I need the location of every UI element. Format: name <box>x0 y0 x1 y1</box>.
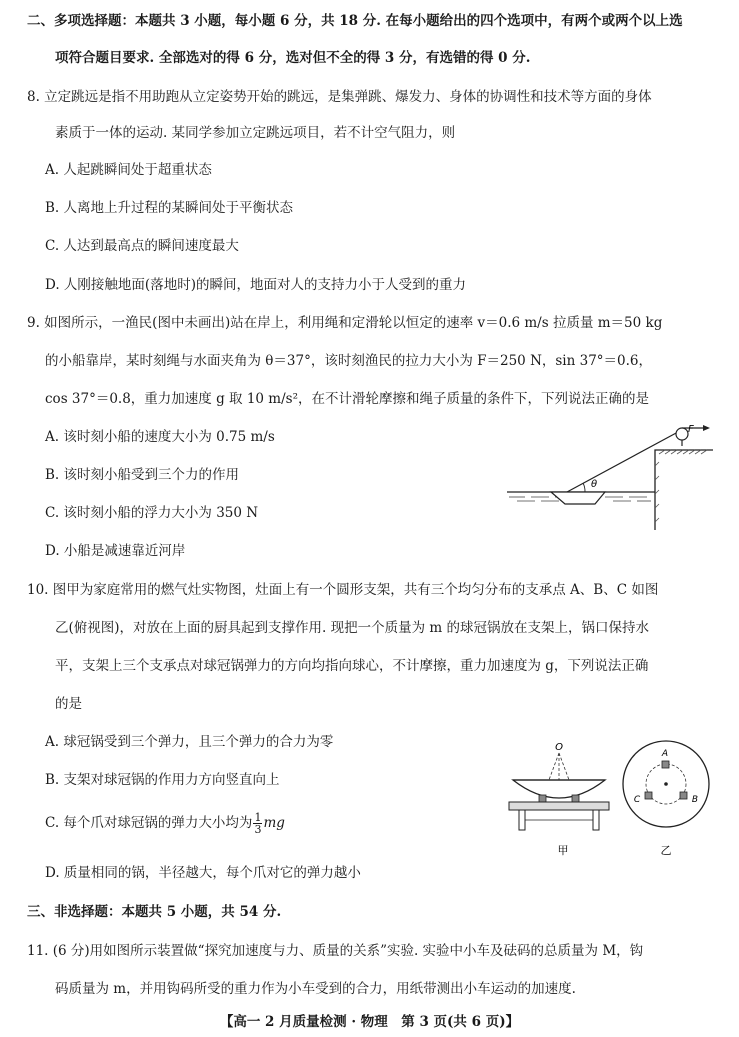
q10-stem-line1: 10. 图甲为家庭常用的燃气灶实物图，灶面上有一个圆形支架，共有三个均匀分布的支承点 A、B、C 如图 <box>27 582 659 598</box>
support-claw-right <box>572 795 579 802</box>
q9-option-b: B. 该时刻小船受到三个力的作用 <box>45 467 240 483</box>
q10-option-c <box>45 812 285 835</box>
sphere-center-label: O <box>555 742 563 753</box>
force-label: F <box>688 424 694 435</box>
q8-stem-line2: 素质于一体的运动. 某同学参加立定跳远项目，若不计空气阻力，则 <box>55 125 456 141</box>
stove-leg-left <box>519 810 525 830</box>
q8-stem-line1: 8. 立定跳远是指不用助跑从立定姿势开始的跳远，是集弹跳、爆发力、身体的协调性和技术等方面的身体 <box>27 89 652 105</box>
force-arrow <box>703 425 710 431</box>
rope <box>567 432 678 492</box>
q8-option-c: C. 人达到最高点的瞬间速度最大 <box>45 238 239 254</box>
q10-stem-line2: 乙(俯视图)，对放在上面的厨具起到支撑作用. 现把一个质量为 m 的球冠锅放在支架上，锅口保持水 <box>55 620 649 636</box>
q10-figure-yi <box>612 738 722 858</box>
stove-leg-right <box>593 810 599 830</box>
one-third-fraction: $\frac{1}{3}$ <box>254 811 262 836</box>
stove-top <box>509 802 609 810</box>
q9-stem-line1: 9. 如图所示，一渔民(图中未画出)站在岸上，利用绳和定滑轮以恒定的速率 v＝0.6 m/s 拉质量 m＝50 kg <box>27 315 663 331</box>
q10-option-c-mg: mg <box>263 815 285 831</box>
q10-option-a: A. 球冠锅受到三个弹力，且三个弹力的合力为零 <box>45 734 334 750</box>
support-point-c <box>645 792 652 799</box>
section2-heading-line2: 项符合题目要求. 全部选对的得 6 分，选对但不全的得 3 分，有选错的得 0 分. <box>55 50 531 66</box>
support-point-a <box>662 761 669 768</box>
section2-heading-line1: 二、多项选择题：本题共 3 小题，每小题 6 分，共 18 分. 在每小题给出的四个选项中，有两个或两个以上选 <box>27 13 683 29</box>
q10-option-c-text: C. 每个爪对球冠锅的弹力大小均为 <box>45 815 253 831</box>
q10-figure-jia <box>503 738 613 858</box>
q11-stem-line1: 11. (6 分)用如图所示装置做“探究加速度与力、质量的关系”实验. 实验中小车及砝码的总质量为 M，钩 <box>27 943 644 959</box>
q9-stem-line3: cos 37°＝0.8，重力加速度 g 取 10 m/s²，在不计滑轮摩擦和绳子质量的条件下，下列说法正确的是 <box>45 391 649 407</box>
figure-jia-caption: 甲 <box>557 844 569 857</box>
q8-option-d: D. 人刚接触地面(落地时)的瞬间，地面对人的支持力小于人受到的重力 <box>45 277 466 293</box>
support-point-b <box>680 792 687 799</box>
q11-stem-line2: 码质量为 m，并用钩码所受的重力作为小车受到的合力，用纸带测出小车运动的加速度. <box>55 981 576 997</box>
q9-option-a: A. 该时刻小船的速度大小为 0.75 m/s <box>45 429 275 445</box>
figure-yi-caption: 乙 <box>660 844 672 857</box>
support-claw-left <box>539 795 546 802</box>
q9-option-c: C. 该时刻小船的浮力大小为 350 N <box>45 505 259 521</box>
center-point <box>664 782 668 786</box>
q8-option-b: B. 人离地上升过程的某瞬间处于平衡状态 <box>45 200 294 216</box>
label-a: A <box>661 749 669 759</box>
angle-arc <box>583 483 585 492</box>
page-footer: 【高一 2 月质量检测 · 物理 第 3 页(共 6 页)】 <box>219 1014 520 1030</box>
label-b: B <box>691 795 699 805</box>
theta-label: θ <box>591 479 598 490</box>
boat <box>551 492 605 504</box>
q10-stem-line3: 平，支架上三个支承点对球冠锅弹力的方向均指向球心，不计摩擦，重力加速度为 g，下列说法正确 <box>55 658 649 674</box>
q10-stem-line4: 的是 <box>55 696 82 712</box>
q9-option-d: D. 小船是减速靠近河岸 <box>45 543 186 559</box>
label-c: C <box>633 795 641 805</box>
q10-option-b: B. 支架对球冠锅的作用力方向竖直向上 <box>45 772 280 788</box>
bank-hatch <box>655 450 707 522</box>
river-bank <box>655 450 713 530</box>
pulley <box>676 428 688 440</box>
spherical-pot <box>513 780 605 798</box>
q9-stem-line2: 的小船靠岸，某时刻绳与水面夹角为 θ＝37°，该时刻渔民的拉力大小为 F＝250 N，sin 37°＝0.6， <box>45 353 653 369</box>
section3-heading: 三、非选择题：本题共 5 小题，共 54 分. <box>27 904 282 920</box>
q10-option-d: D. 质量相同的锅，半径越大，每个爪对它的弹力越小 <box>45 865 361 881</box>
q8-option-a: A. 人起跳瞬间处于超重状态 <box>45 162 212 178</box>
q9-boat-pulley-figure <box>505 420 715 530</box>
